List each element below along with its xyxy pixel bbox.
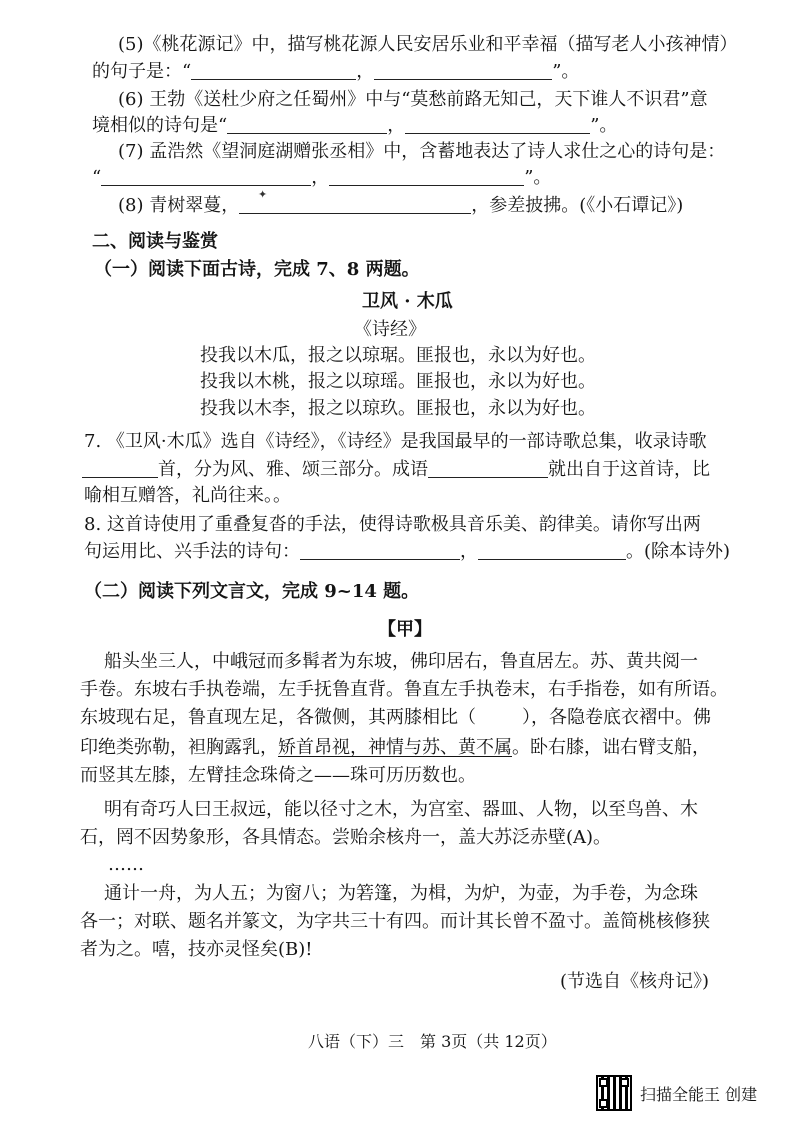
poem-title: 卫风 · 木瓜: [362, 291, 453, 312]
q7-line3: 喻相互赠答，礼尚往来。。: [84, 485, 291, 506]
passage-label: 【甲】: [378, 619, 432, 640]
poem-line: 投我以木桃，报之以琼瑶。匪报也，永以为好也。: [200, 371, 596, 392]
answer-blank[interactable]: [405, 115, 590, 134]
passage-line: 各一；对联、题名并篆文，为字共三十有四。而计其长曾不盈寸。盖简桃核修狭: [80, 911, 710, 932]
q6-line1: (6) 王勃《送杜少府之任蜀州》中与“莫愁前路无知己，天下谁人不识君”意: [118, 89, 708, 110]
passage-line: 而竖其左膝，左臂挂念珠倚之——珠可历历数也。: [80, 765, 476, 786]
passage-line: 石，罔不因势象形，各具情态。尝贻余核舟一，盖大苏泛赤壁(A)。: [80, 827, 612, 848]
q7-line1: 7. 《卫风·木瓜》选自《诗经》，《诗经》是我国最早的一部诗歌总集，收录诗歌: [84, 431, 707, 452]
answer-blank[interactable]: [374, 61, 552, 80]
poem-line: 投我以木瓜，报之以琼琚。匪报也，永以为好也。: [200, 345, 596, 366]
part2-intro: （二）阅读下列文言文，完成 9~14 题。: [84, 581, 420, 602]
answer-blank[interactable]: [478, 541, 626, 560]
part1-intro: （一）阅读下面古诗，完成 7、8 两题。: [94, 259, 420, 280]
passage-line: 者为之。嘻，技亦灵怪矣(B)!: [80, 939, 313, 960]
passage-line: 东坡现右足，鲁直现左足，各微侧，其两膝相比（ ），各隐卷底衣褶中。佛: [80, 707, 711, 728]
passage-source: (节选自《核舟记》): [560, 971, 710, 992]
answer-blank[interactable]: [191, 61, 356, 80]
q7-line2: 首，分为风、雅、颂三部分。成语 就出自于这首诗，比: [82, 458, 710, 482]
qr-code-icon: [596, 1075, 632, 1111]
passage-line: 通计一舟，为人五；为窗八；为箬篷，为楫，为炉，为壶，为手卷，为念珠: [104, 883, 698, 904]
passage-line: 明有奇巧人曰王叔远，能以径寸之木，为宫室、器皿、人物，以至鸟兽、木: [104, 799, 698, 820]
q8-fill-line: (8) 青树翠蔓， ，参差披拂。(《小石谭记》): [118, 195, 684, 216]
watermark-text: 扫描全能王 创建: [640, 1085, 758, 1104]
q8-line2: 句运用比、兴手法的诗句： ， 。(除本诗外): [84, 541, 731, 562]
passage-line: 印绝类弥勒，袒胸露乳，矫首昂视，神情与苏、黄不属。卧右膝，诎右臂支船，: [80, 737, 710, 758]
q6-line2: 境相似的诗句是“ ， ”。: [92, 115, 618, 136]
passage-line: 船头坐三人，中峨冠而多髯者为东坡，佛印居右，鲁直居左。苏、黄共阅一: [104, 651, 698, 672]
answer-blank[interactable]: [82, 459, 158, 478]
stray-mark: ✦: [258, 188, 268, 201]
answer-blank[interactable]: [300, 541, 460, 560]
answer-blank[interactable]: [239, 195, 471, 214]
q7-fill-line1: (7) 孟浩然《望洞庭湖赠张丞相》中，含蓄地表达了诗人求仕之心的诗句是：: [118, 141, 726, 162]
q7-fill-line2: “ ， ”。: [92, 167, 552, 188]
poem-source: 《诗经》: [354, 319, 426, 340]
underlined-phrase: 矫首昂视，神情与苏、黄不属: [278, 737, 512, 758]
answer-blank[interactable]: [329, 167, 524, 186]
passage-ellipsis: ……: [108, 854, 144, 875]
q8-line1: 8. 这首诗使用了重叠复沓的手法，使得诗歌极具音乐美、韵律美。请你写出两: [84, 514, 701, 535]
answer-blank[interactable]: [227, 115, 387, 134]
poem-line: 投我以木李，报之以琼玖。匪报也，永以为好也。: [200, 398, 596, 419]
q5-line1: (5)《桃花源记》中，描写桃花源人民安居乐业和平幸福（描写老人小孩神情）: [118, 34, 738, 55]
answer-blank[interactable]: [101, 167, 311, 186]
section-heading: 二、阅读与鉴赏: [92, 231, 218, 252]
passage-line: 手卷。东坡右手执卷端，左手抚鲁直背。鲁直左手执卷末，右手指卷，如有所语。: [80, 679, 728, 700]
q5-line2: 的句子是：“ ， ”。: [92, 61, 580, 82]
answer-blank[interactable]: [428, 459, 548, 478]
page-footer: 八语（下）三 第 3页（共 12页）: [308, 1032, 557, 1051]
